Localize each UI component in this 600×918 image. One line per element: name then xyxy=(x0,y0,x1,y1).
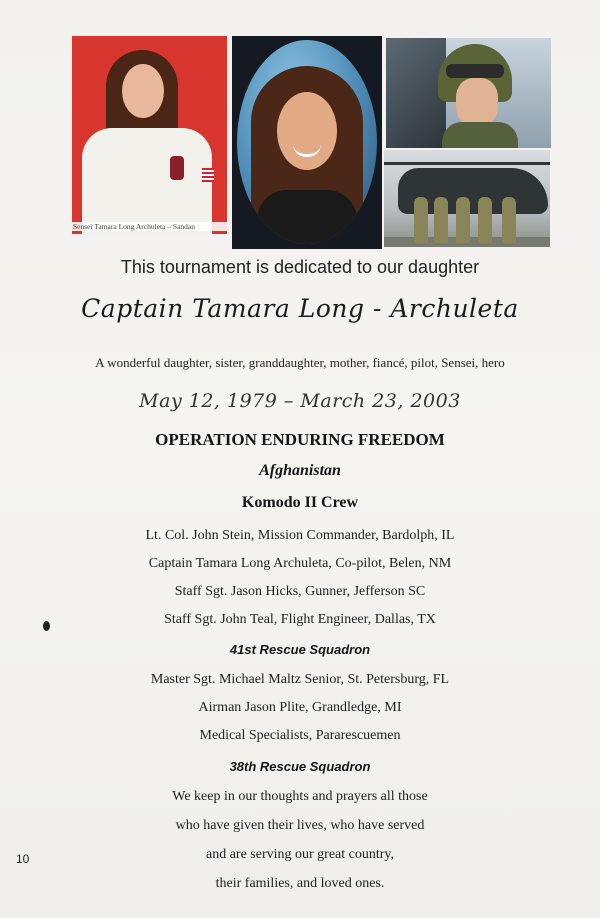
closing-line: and are serving our great country, xyxy=(205,847,394,862)
crew-helicopter-photo xyxy=(384,150,550,247)
crew-person-shape xyxy=(434,197,448,243)
pilot-face-shape xyxy=(456,78,498,126)
life-dates: May 12, 1979 – March 23, 2003 xyxy=(139,390,461,412)
karate-photo xyxy=(72,36,227,234)
honoree-roles: A wonderful daughter, sister, granddaughter, mother, fiancé, pilot, Sensei, hero xyxy=(95,355,505,370)
karate-photo-caption: Sensei Tamara Long Archuleta – Sandan xyxy=(72,222,227,231)
pilot-photo xyxy=(386,38,551,148)
squadron-41-member: Airman Jason Plite, Grandledge, MI xyxy=(198,700,402,715)
dedication-line: This tournament is dedicated to our daughter xyxy=(120,257,480,277)
flight-suit-shape xyxy=(442,122,518,148)
portrait-oval xyxy=(237,40,377,244)
portrait-photo xyxy=(232,36,382,249)
squadron-41-title: 41st Rescue Squadron xyxy=(229,642,371,657)
squadron-41-member: Medical Specialists, Pararescuemen xyxy=(199,728,401,743)
gi-patch-shape xyxy=(170,156,184,180)
closing-line: who have given their lives, who have served xyxy=(175,818,425,833)
crew-person-shape xyxy=(502,197,516,243)
closing-line: their families, and loved ones. xyxy=(215,876,385,891)
page-number: 10 xyxy=(16,852,30,866)
squadron-38-title: 38th Rescue Squadron xyxy=(229,759,371,774)
country-label: Afghanistan xyxy=(259,462,341,479)
crew-title: Komodo II Crew xyxy=(241,494,359,511)
honoree-name: Captain Tamara Long - Archuleta xyxy=(81,294,519,323)
crew-member: Lt. Col. John Stein, Mission Commander, Bardolph, IL xyxy=(145,528,455,543)
visor-shape xyxy=(446,64,504,78)
squadron-41-member: Master Sgt. Michael Maltz Senior, St. Petersburg, FL xyxy=(150,672,450,687)
portrait-shirt-shape xyxy=(257,190,357,244)
crew-member: Staff Sgt. John Teal, Flight Engineer, Dallas, TX xyxy=(164,612,436,627)
karate-gi-shape xyxy=(82,128,212,234)
operation-title: OPERATION ENDURING FREEDOM xyxy=(155,430,445,449)
photo-face-shape xyxy=(122,64,164,118)
portrait-face-shape xyxy=(277,92,337,170)
crew-member: Captain Tamara Long Archuleta, Co-pilot, Belen, NM xyxy=(148,556,452,571)
crew-member: Staff Sgt. Jason Hicks, Gunner, Jefferson SC xyxy=(174,584,426,599)
flag-patch-shape xyxy=(202,168,214,182)
crew-person-shape xyxy=(456,197,470,243)
crew-person-shape xyxy=(414,197,428,243)
cockpit-shape xyxy=(386,38,446,148)
closing-line: We keep in our thoughts and prayers all those xyxy=(172,789,428,804)
rotor-shape xyxy=(384,162,550,165)
ink-smudge xyxy=(43,621,50,631)
crew-person-shape xyxy=(478,197,492,243)
